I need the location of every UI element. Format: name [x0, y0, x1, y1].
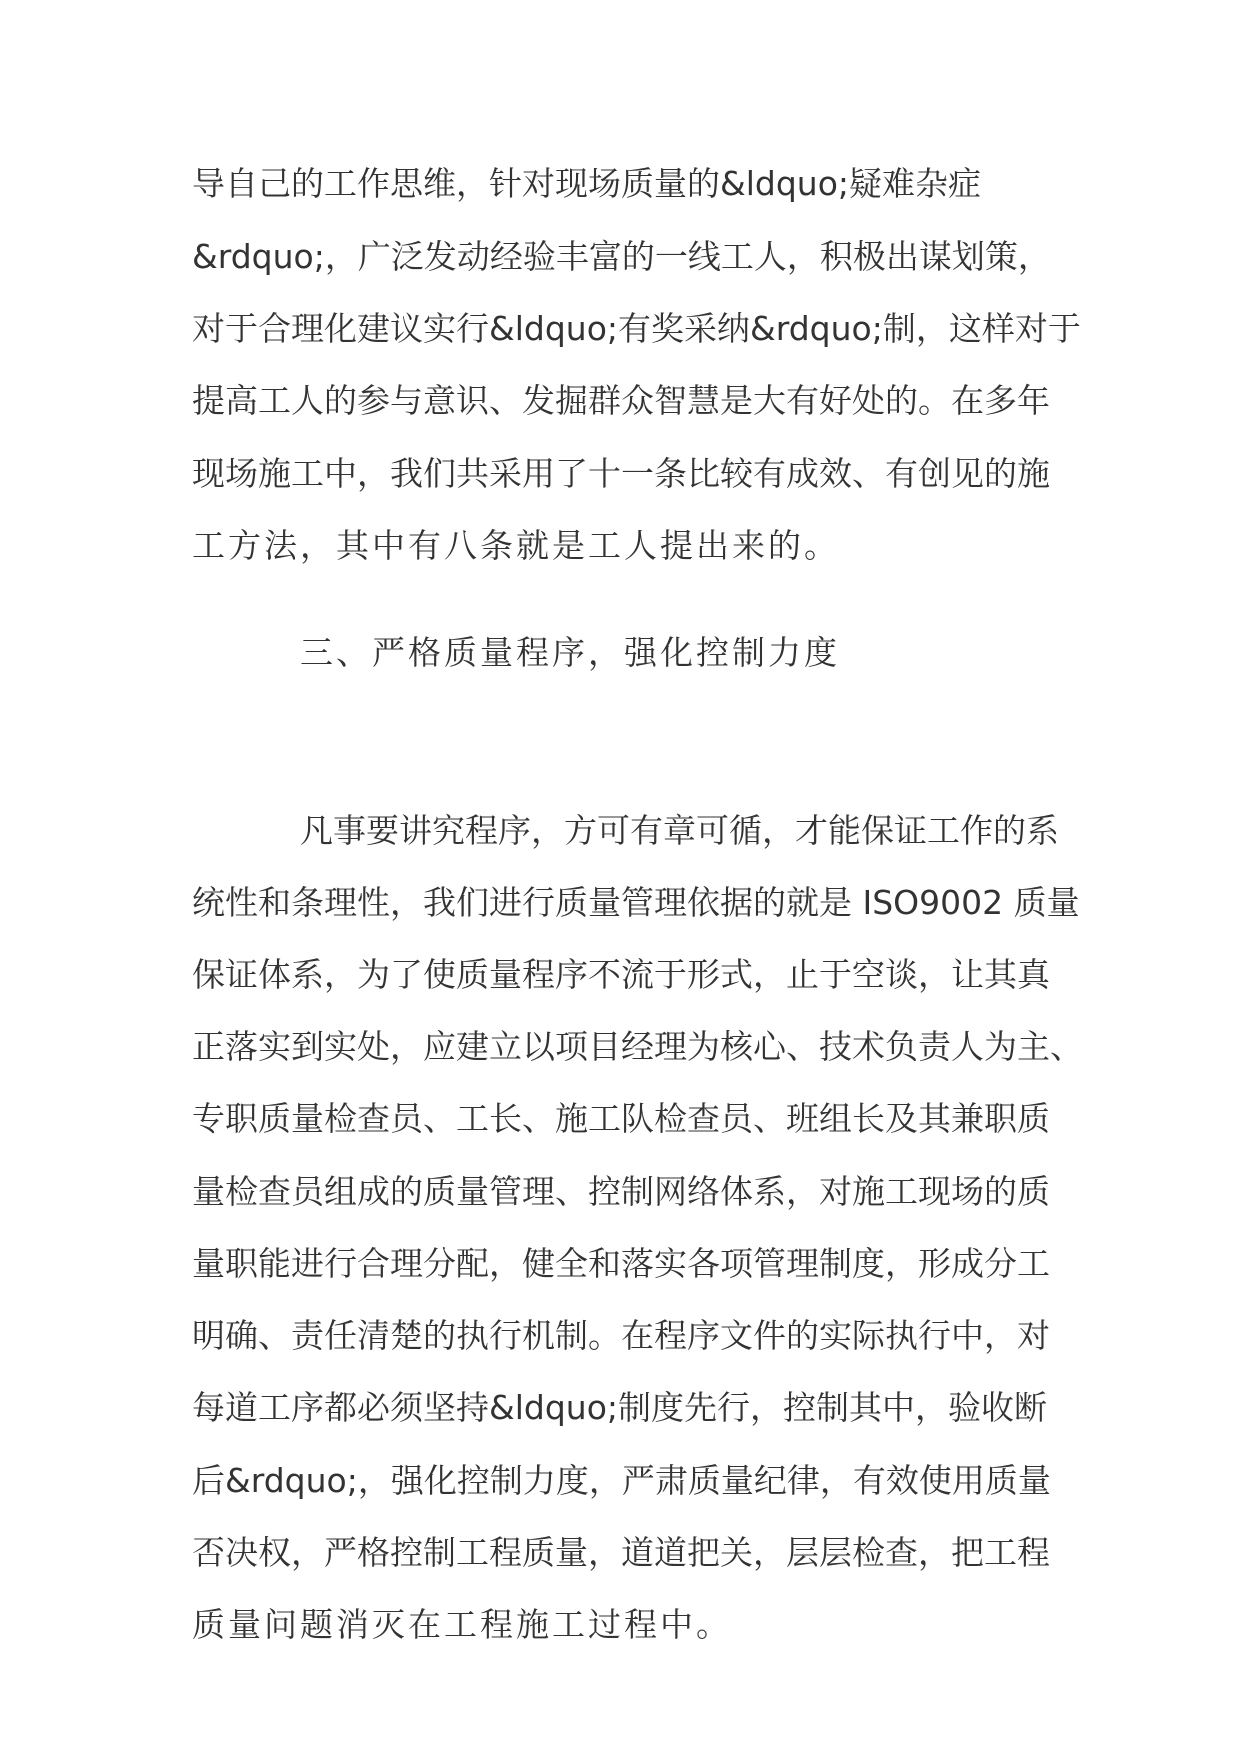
- paragraph-line: 工方法，其中有八条就是工人提出来的。: [192, 526, 840, 565]
- paragraph-line: 凡事要讲究程序，方可有章可循，才能保证工作的系: [300, 811, 1059, 850]
- paragraph-line: 专职质量检查员、工长、施工队检查员、班组长及其兼职质: [192, 1099, 1050, 1138]
- paragraph-line: 提高工人的参与意识、发掘群众智慧是大有好处的。在多年: [192, 381, 1050, 420]
- paragraph-line: 明确、责任清楚的执行机制。在程序文件的实际执行中，对: [192, 1316, 1050, 1355]
- paragraph-line: 量职能进行合理分配，健全和落实各项管理制度，形成分工: [192, 1244, 1050, 1283]
- paragraph-line: 正落实到实处，应建立以项目经理为核心、技术负责人为主、: [192, 1027, 1083, 1066]
- paragraph-line: 后&rdquo;，强化控制力度，严肃质量纪律，有效使用质量: [192, 1461, 1051, 1500]
- paragraph-line: 导自己的工作思维，针对现场质量的&ldquo;疑难杂症: [192, 164, 982, 203]
- paragraph-line: &rdquo;，广泛发动经验丰富的一线工人，积极出谋划策，: [192, 237, 1051, 276]
- paragraph-line: 质量问题消灭在工程施工过程中。: [192, 1605, 732, 1644]
- paragraph-line: 否决权，严格控制工程质量，道道把关，层层检查，把工程: [192, 1533, 1050, 1572]
- paragraph-line: 保证体系，为了使质量程序不流于形式，止于空谈，让其真: [192, 955, 1050, 994]
- paragraph-line: 统性和条理性，我们进行质量管理依据的就是 ISO9002 质量: [192, 883, 1080, 922]
- paragraph-line: 每道工序都必须坚持&ldquo;制度先行，控制其中，验收断: [192, 1388, 1048, 1427]
- paragraph-line: 现场施工中，我们共采用了十一条比较有成效、有创见的施: [192, 454, 1050, 493]
- section-heading: 三、严格质量程序，强化控制力度: [300, 633, 840, 672]
- paragraph-line: 对于合理化建议实行&ldquo;有奖采纳&rdquo;制，这样对于: [192, 309, 1081, 348]
- paragraph-line: 量检查员组成的质量管理、控制网络体系，对施工现场的质: [192, 1172, 1050, 1211]
